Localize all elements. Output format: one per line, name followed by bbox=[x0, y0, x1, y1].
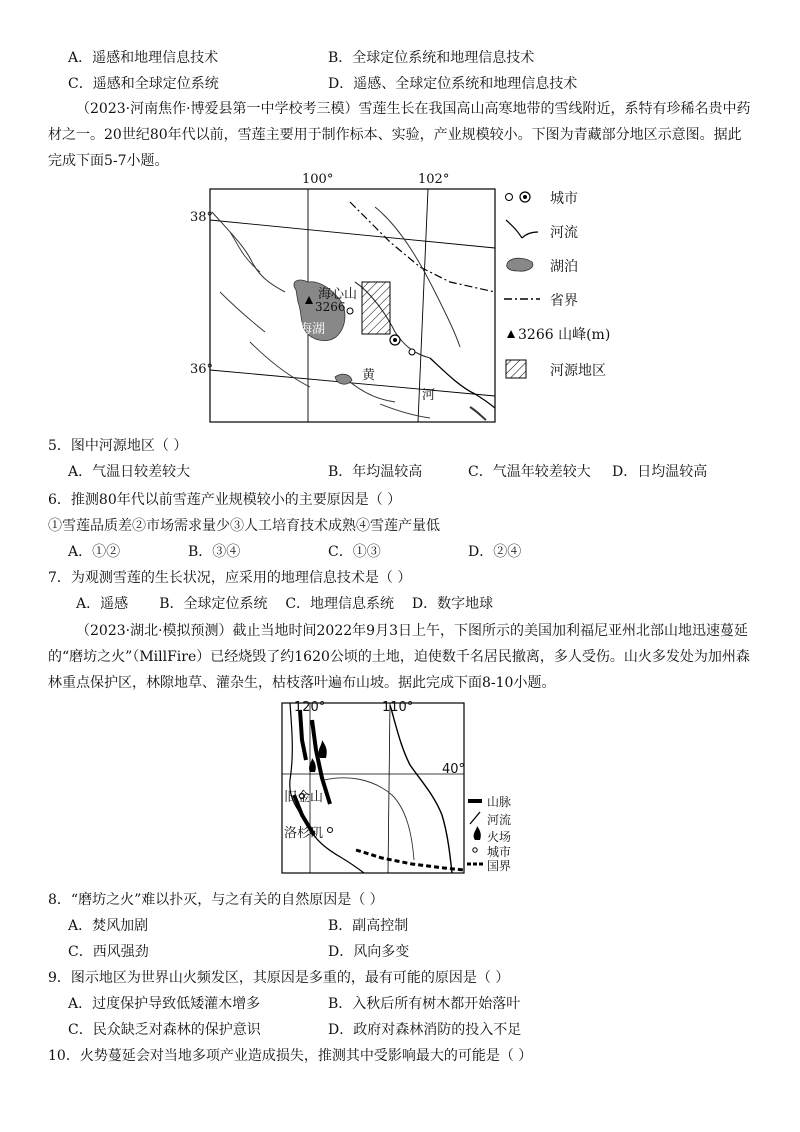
q6-stem: 6．推测80年代以前雪莲产业规模较小的主要原因是（ ） bbox=[48, 492, 402, 508]
legend-river-2: 河流 bbox=[487, 813, 512, 827]
q6-option-d: D．②④ bbox=[468, 544, 522, 560]
legend-city-2: 城市 bbox=[487, 845, 512, 859]
q8-option-c: C．西风强劲 bbox=[68, 944, 149, 960]
passage-2: （2023·湖北·模拟预测）截止当地时间2022年9月3日上午，下图所示的美国加利福尼亚州北部山地迅速蔓延的“磨坊之火”（MillFire）已经烧毁了约1620公顷的土地，迫使数千名居民撤离，多人受伤。山火多发处为加州森林重点保护区，林隙地草、灌杂生，枯枝落叶遍布山坡。据此完成下面8-10小题。 bbox=[48, 623, 750, 691]
q6-option-a: A．①② bbox=[68, 544, 121, 560]
label-huang: 黄 bbox=[362, 368, 376, 383]
passage-1: （2023·河南焦作·博爱县第一中学校考三模）雪莲生长在我国高山高寒地带的雪线附近，系特有珍稀名贵中药材之一。20世纪80年代以前，雪莲主要用于制作标本、实验，产业规模较小。下图为青藏部分地区示意图。据此完成下面5-7小题。 bbox=[48, 101, 751, 169]
lon-label-102: 102° bbox=[418, 172, 450, 187]
q6-option-b: B．③④ bbox=[188, 544, 241, 560]
legend-peak: 3266 山峰(m) bbox=[518, 327, 611, 343]
q9-option-a: A．过度保护导致低矮灌木增多 bbox=[68, 996, 261, 1012]
q4-option-d: D．遥感、全球定位系统和地理信息技术 bbox=[328, 76, 578, 92]
label-he: 河 bbox=[422, 388, 436, 403]
q4-option-a: A．遥感和地理信息技术 bbox=[68, 50, 219, 66]
map-qinghai bbox=[190, 172, 630, 432]
lat-label-38: 38° bbox=[190, 210, 214, 225]
q6-items: ①雪莲品质差②市场需求量少③人工培育技术成熟④雪莲产量低 bbox=[48, 518, 440, 534]
q7-options: A．遥感 B．全球定位系统 C．地理信息系统 D．数字地球 bbox=[76, 596, 494, 612]
legend-national-border: 国界 bbox=[487, 859, 512, 873]
legend-province-border: 省界 bbox=[550, 293, 578, 309]
lat-label-40: 40° bbox=[442, 762, 466, 777]
legend-lake: 湖泊 bbox=[550, 259, 578, 275]
lon-label-100: 100° bbox=[302, 172, 334, 187]
legend-city: 城市 bbox=[550, 191, 578, 207]
legend-river: 河流 bbox=[550, 225, 578, 241]
lon-label-110: 110° bbox=[382, 700, 414, 715]
legend-fire: 火场 bbox=[487, 830, 512, 844]
q8-stem: 8．“磨坊之火”难以扑灭，与之有关的自然原因是（ ） bbox=[48, 892, 384, 908]
q4-option-c: C．遥感和全球定位系统 bbox=[68, 76, 219, 92]
q10-stem: 10．火势蔓延会对当地多项产业造成损失，推测其中受影响最大的可能是（ ） bbox=[48, 1048, 533, 1064]
q5-option-d: D．日均温较高 bbox=[612, 464, 708, 480]
label-peak-3266: 3266 bbox=[315, 300, 346, 314]
q8-option-b: B．副高控制 bbox=[328, 918, 409, 934]
q6-option-c: C．①③ bbox=[328, 544, 381, 560]
q8-option-a: A．焚风加剧 bbox=[68, 918, 149, 934]
q5-option-b: B．年均温较高 bbox=[328, 464, 423, 480]
q7-stem: 7．为观测雪莲的生长状况，应采用的地理信息技术是（ ） bbox=[48, 570, 412, 586]
q8-option-d: D．风向多变 bbox=[328, 944, 410, 960]
legend-source-area: 河源地区 bbox=[550, 363, 606, 379]
q9-option-d: D．政府对森林消防的投入不足 bbox=[328, 1022, 522, 1038]
q9-option-b: B．入秋后所有树木都开始落叶 bbox=[328, 996, 521, 1012]
city-label-los-angeles: 洛杉矶 bbox=[284, 826, 324, 841]
label-qinghai-lake: 青海湖 bbox=[286, 322, 326, 337]
q9-option-c: C．民众缺乏对森林的保护意识 bbox=[68, 1022, 261, 1038]
map-california bbox=[272, 700, 532, 876]
q4-option-b: B．全球定位系统和地理信息技术 bbox=[328, 50, 535, 66]
q5-stem: 5．图中河源地区（ ） bbox=[48, 438, 188, 454]
city-label-san-francisco: 旧金山 bbox=[284, 790, 324, 805]
label-haixinshan: 海心山 bbox=[318, 287, 358, 302]
legend-mountain: 山脉 bbox=[487, 795, 512, 809]
q5-option-a: A．气温日较差较大 bbox=[68, 464, 191, 480]
q9-stem: 9．图示地区为世界山火频发区，其原因是多重的，最有可能的原因是（ ） bbox=[48, 970, 510, 986]
q5-option-c: C．气温年较差较大 bbox=[468, 464, 591, 480]
lat-label-36: 36° bbox=[190, 362, 214, 377]
lon-label-120: 120° bbox=[294, 700, 326, 715]
